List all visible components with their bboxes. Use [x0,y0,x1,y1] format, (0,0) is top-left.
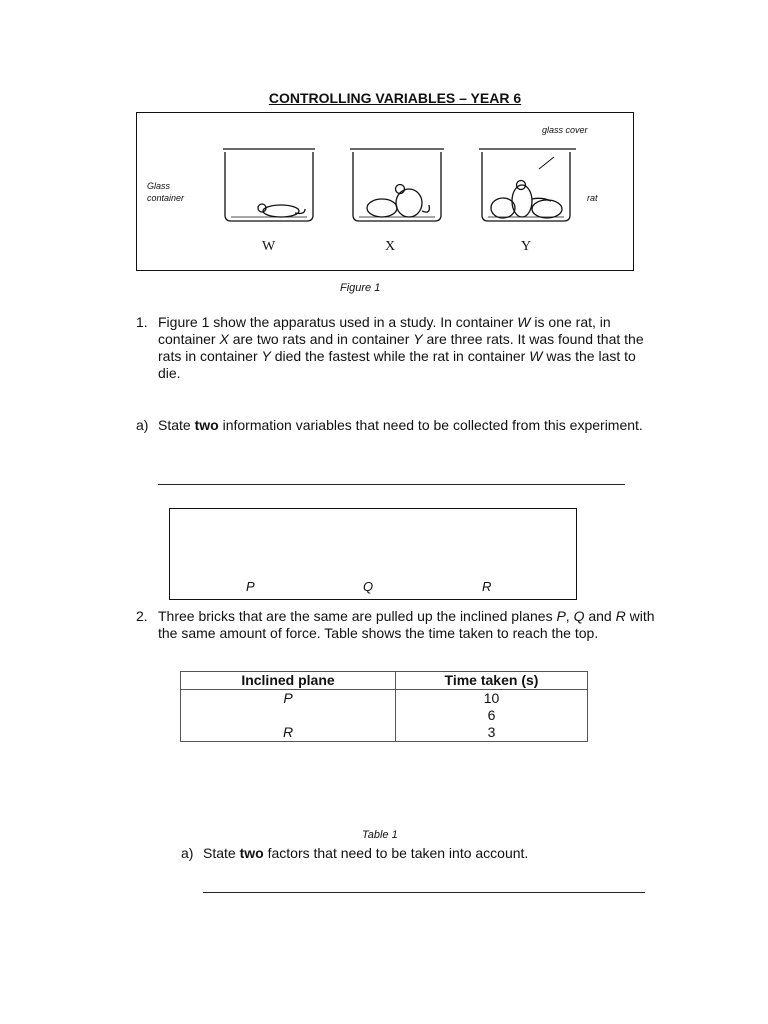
question-1a-text: State two information variables that need to be collected from this experiment. [158,417,643,433]
figure-1-box [136,112,634,271]
plane-p-label: P [246,579,255,594]
header-time-taken: Time taken (s) [396,672,588,690]
question-2 [136,608,666,662]
container-w-drawing [223,149,315,221]
page-title: CONTROLLING VARIABLES – YEAR 6 [268,90,522,106]
table-cell-plane [181,707,396,724]
figure-2-box [169,508,577,600]
question-1a-label: a) [136,417,149,433]
question-2-number: 2. [136,608,148,624]
question-1-text: Figure 1 show the apparatus used in a study. In container W is one rat, in container X are two rats and in container Y are three rats. It was found that the rats in container Y died the fastest while the rat in container W was the last to die. [158,314,644,381]
container-y-drawing [479,149,576,221]
answer-line-2a[interactable] [203,892,645,893]
container-w-label: W [262,239,276,254]
figure-1-caption: Figure 1 [340,282,381,294]
plane-q-label: Q [363,579,374,594]
table-row [181,707,588,724]
container-y-label: Y [521,239,532,254]
table-cell-time: 6 [396,707,588,724]
question-2a [181,845,661,863]
table-cell-time: 3 [396,724,588,742]
question-2a-text: State two factors that need to be taken into account. [203,845,529,861]
table-header-row [181,672,588,690]
table-cell-time: 10 [396,690,588,708]
glass-container-label-line1: Glass [147,181,171,191]
container-x-label: X [385,239,396,254]
rat-label: rat [587,193,598,203]
time-table [180,671,588,742]
plane-r-label: R [482,579,492,594]
table-cell-plane: P [181,690,396,708]
answer-line-1a[interactable] [158,484,625,485]
container-x-drawing [350,149,444,221]
table-row [181,724,588,742]
glass-container-label-line2: container [147,193,185,203]
table-row [181,690,588,708]
table-1-caption: Table 1 [362,829,398,841]
glass-cover-label: glass cover [542,125,588,135]
question-1-number: 1. [136,314,148,330]
question-2-text: Three bricks that are the same are pulled up the inclined planes P, Q and R with the same amount of force. Table shows the time taken to reach the top. [158,608,655,641]
question-2a-label: a) [181,845,194,861]
question-1 [136,314,666,384]
header-inclined-plane: Inclined plane [181,672,396,690]
question-1a [136,417,666,453]
table-cell-plane: R [181,724,396,742]
